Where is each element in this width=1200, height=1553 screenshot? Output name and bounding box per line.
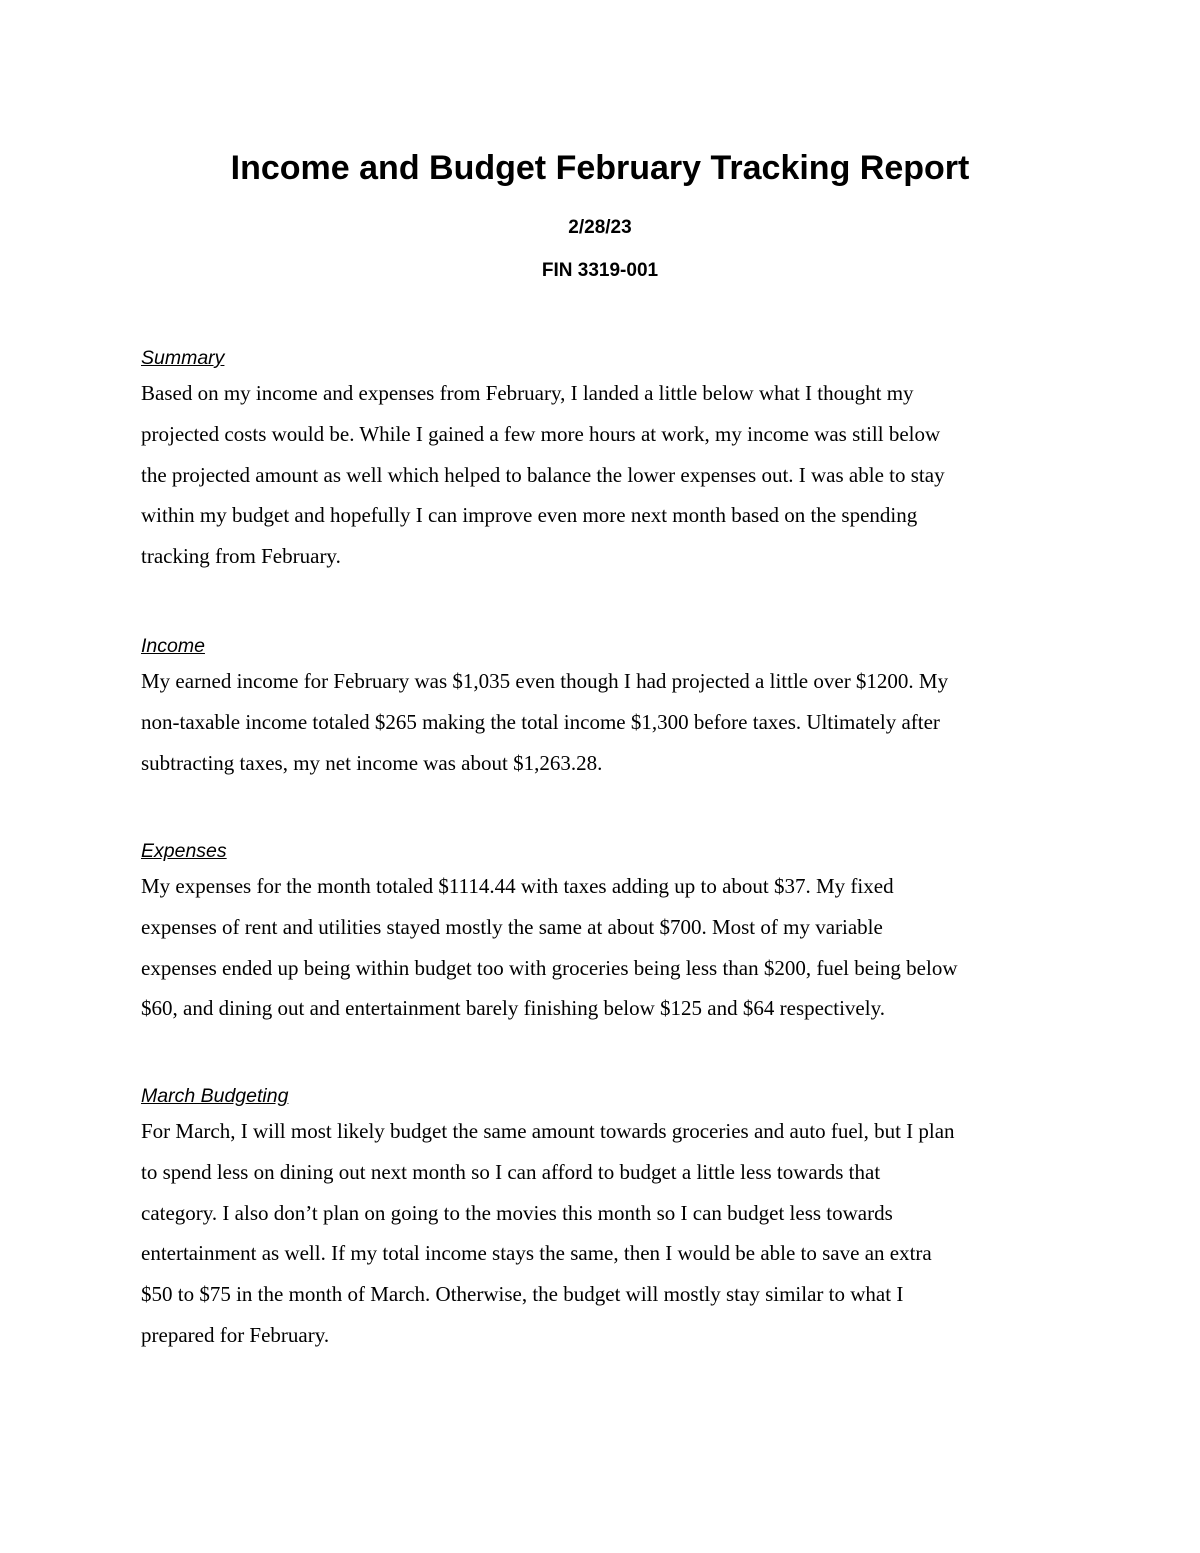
paragraph-line: My earned income for February was $1,035 even though I had projected a little over $1200. My [141, 669, 949, 693]
section-income [141, 631, 1061, 783]
paragraph-line: Based on my income and expenses from February, I landed a little below what I thought my [141, 381, 914, 405]
paragraph-line: entertainment as well. If my total income stays the same, then I would be able to save an extra [141, 1241, 932, 1266]
paragraph-line: non-taxable income totaled $265 making the total income $1,300 before taxes. Ultimately after [141, 709, 940, 734]
document-date: 2/28/23 [568, 217, 632, 238]
paragraph-line: expenses of rent and utilities stayed mostly the same at about $700. Most of my variable [141, 914, 883, 939]
section-paragraph-march-budgeting [141, 1111, 1061, 1356]
section-heading-income: Income [141, 635, 205, 657]
section-paragraph-income [141, 661, 1061, 783]
section-paragraph-summary [141, 373, 1061, 577]
paragraph-line: projected costs would be. While I gained a few more hours at work, my income was still below [141, 421, 941, 446]
section-march-budgeting [141, 1081, 1061, 1356]
paragraph-line: prepared for February. [141, 1322, 330, 1347]
paragraph-line: to spend less on dining out next month so I can afford to budget a little less towards that [141, 1159, 881, 1184]
paragraph-line: $60, and dining out and entertainment barely finishing below $125 and $64 respectively. [141, 996, 885, 1021]
section-heading-march-budgeting: March Budgeting [141, 1085, 289, 1107]
section-expenses [141, 836, 1061, 1029]
paragraph-line: tracking from February. [141, 544, 341, 569]
section-paragraph-expenses [141, 866, 1061, 1029]
paragraph-line: category. I also don’t plan on going to the movies this month so I can budget less towards [141, 1200, 893, 1225]
paragraph-line: $50 to $75 in the month of March. Otherwise, the budget will mostly stay similar to what I [141, 1282, 904, 1307]
section-heading-expenses: Expenses [141, 840, 227, 862]
paragraph-line: For March, I will most likely budget the same amount towards groceries and auto fuel, but I plan [141, 1119, 955, 1143]
paragraph-line: expenses ended up being within budget too with groceries being less than $200, fuel being below [141, 955, 958, 980]
section-heading-summary: Summary [141, 347, 225, 369]
document-title: Income and Budget February Tracking Report [230, 149, 970, 187]
paragraph-line: within my budget and hopefully I can improve even more next month based on the spending [141, 503, 918, 528]
section-summary [141, 343, 1061, 577]
paragraph-line: the projected amount as well which helped to balance the lower expenses out. I was able to stay [141, 462, 945, 487]
paragraph-line: subtracting taxes, my net income was about $1,263.28. [141, 750, 603, 775]
paragraph-line: My expenses for the month totaled $1114.44 with taxes adding up to about $37. My fixed [141, 874, 894, 898]
course-code: FIN 3319-001 [541, 260, 659, 281]
